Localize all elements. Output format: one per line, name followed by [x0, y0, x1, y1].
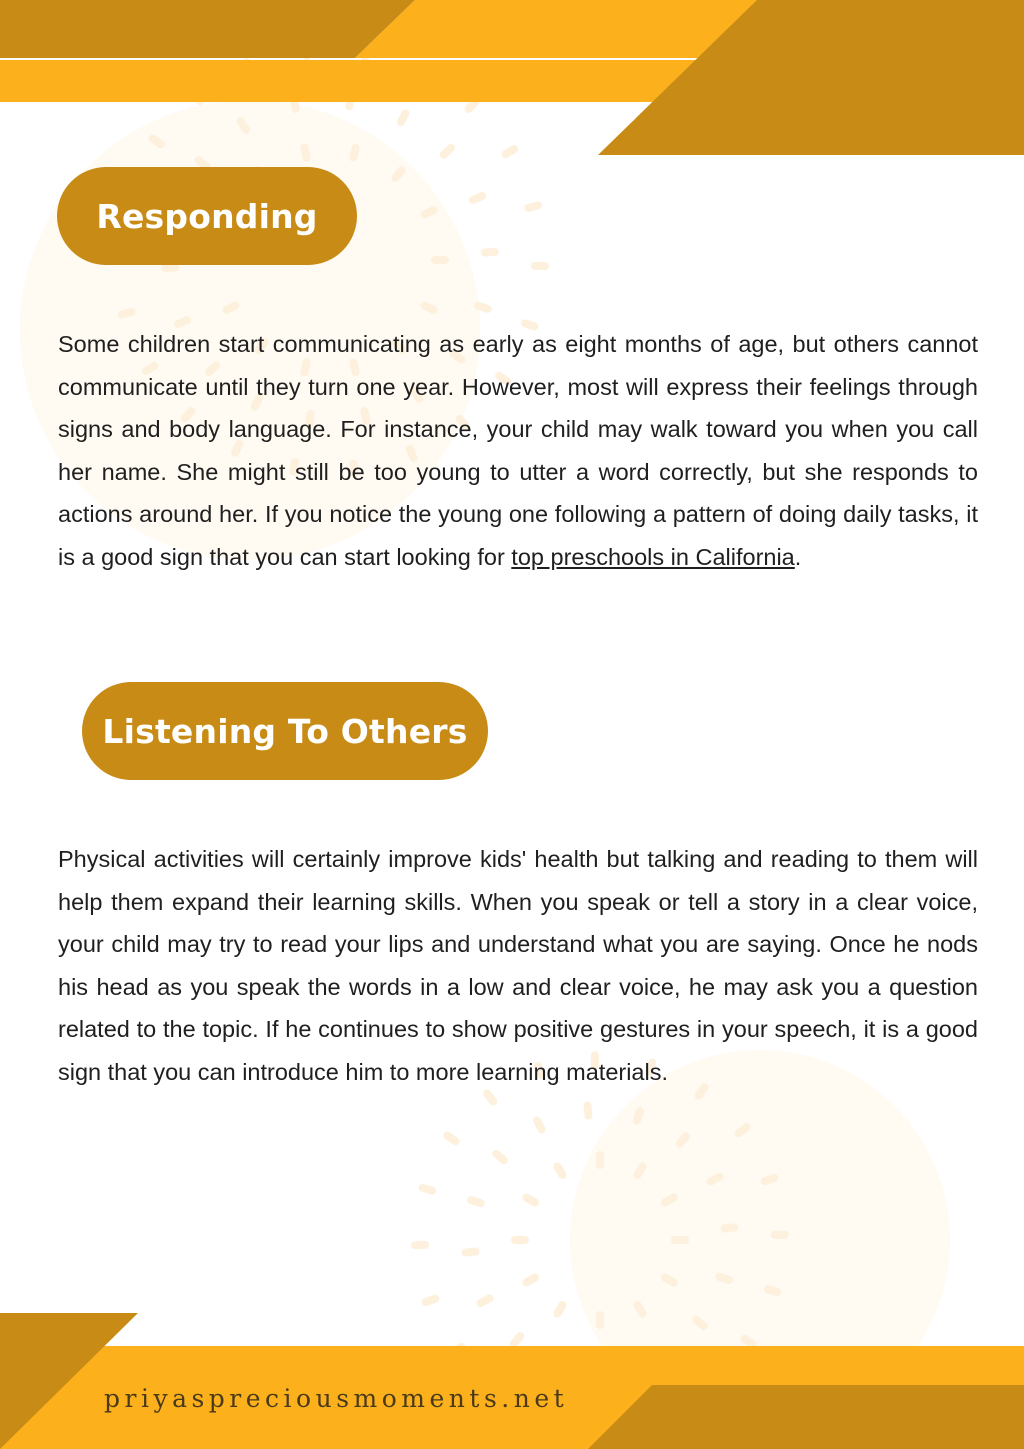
decorative-dot: [500, 144, 520, 160]
decorative-dot: [521, 1192, 541, 1208]
decorative-dot: [671, 1236, 689, 1244]
decorative-dot: [418, 1183, 438, 1196]
footer-website: priyaspreciousmoments.net: [104, 1384, 569, 1413]
decorative-dot: [532, 1115, 547, 1135]
decorative-dot: [771, 1231, 789, 1239]
decorative-dot: [421, 1294, 441, 1308]
decorative-dot: [466, 1195, 486, 1208]
decorative-dot: [411, 1241, 429, 1249]
section-heading-listening: Listening To Others: [82, 682, 488, 780]
decorative-dot: [461, 1247, 480, 1257]
top-banner-dark-left: [0, 0, 415, 58]
decorative-dot: [531, 262, 549, 271]
decorative-dot: [523, 201, 542, 213]
responding-paragraph-end: .: [794, 543, 802, 570]
decorative-dot: [596, 1151, 604, 1169]
decorative-dot: [596, 1311, 604, 1329]
bottom-banner-dark-right: [588, 1385, 1024, 1449]
decorative-dot: [552, 1161, 568, 1181]
decorative-dot: [442, 1130, 461, 1147]
listening-paragraph: Physical activities will certainly improve kids' health but talking and reading to them will help them expand their learning skills. When you speak or tell a story in a clear voice, your child may try to read your lips and understand what you are saying. Once he nods his head as you speak the words in a low and clear voice, he may ask you a question related to the topic. If he continues to show positive gestures in your speech, it is a good sign that you can introduce him to more learning materials.: [58, 846, 978, 1085]
decorative-dot: [468, 191, 488, 205]
decorative-dot: [431, 256, 449, 264]
decorative-dot: [395, 108, 410, 128]
decorative-dot: [552, 1300, 568, 1320]
section-heading-responding: Responding: [57, 167, 357, 265]
decorative-dot: [438, 142, 457, 160]
decorative-dot: [521, 1272, 541, 1288]
decorative-dot: [481, 248, 499, 257]
responding-paragraph-text: Some children start communicating as early as eight months of age, but others cannot communicate until they turn one year. However, most will express their feelings through signs and body language. For instance, your child may walk toward you when you call her name. She might still be too young to utter a word correctly, but she responds to actions around her. If you notice the young one following a pattern of doing daily tasks, it is a good sign that you can start looking for: [58, 331, 978, 570]
decorative-dot: [583, 1101, 593, 1120]
responding-paragraph: [58, 323, 978, 578]
top-preschools-link[interactable]: top preschools in California: [511, 543, 795, 570]
decorative-dot: [511, 1236, 529, 1244]
decorative-dot: [475, 1293, 495, 1308]
decorative-dot: [491, 1148, 510, 1166]
